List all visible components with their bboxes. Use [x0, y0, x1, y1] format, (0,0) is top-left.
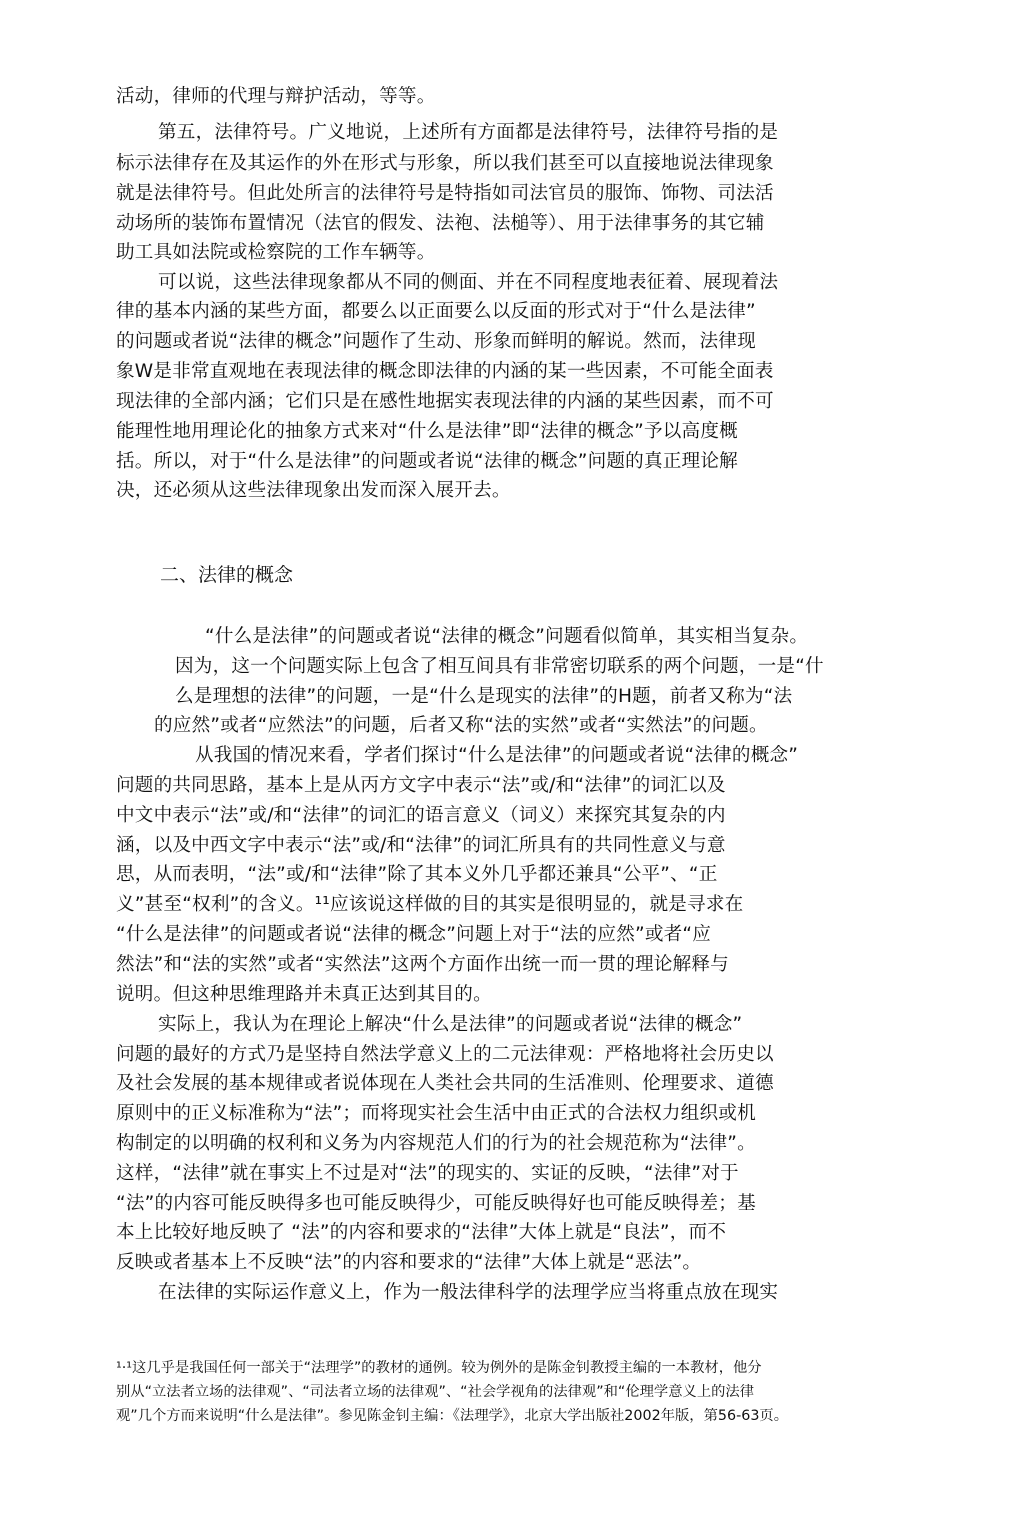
body-line: 活动，律师的代理与辩护活动，等等。 [116, 86, 436, 107]
body-line: 反映或者基本上不反映“法”的内容和要求的“法律”大体上就是“恶法”。 [116, 1252, 702, 1273]
body-line: 律的基本内涵的某些方面，都要么以正面要么以反面的形式对于“什么是法律” [116, 301, 756, 322]
body-line: 问题的最好的方式乃是坚持自然法学意义上的二元法律观：严格地将社会历史以 [116, 1044, 774, 1065]
body-line: “法”的内容可能反映得多也可能反映得少，可能反映得好也可能反映得差；基 [116, 1193, 756, 1214]
body-line: 本上比较好地反映了 “法”的内容和要求的“法律”大体上就是“良法”，而不 [116, 1222, 727, 1243]
body-line: 象W是非常直观地在表现法律的概念即法律的内涵的某一些因素，不可能全面表 [116, 361, 774, 382]
body-line: 说明。但这种思维理路并未真正达到其目的。 [116, 984, 492, 1005]
body-line: 就是法律符号。但此处所言的法律符号是特指如司法官员的服饰、饰物、司法活 [116, 183, 774, 204]
body-line: 思，从而表明，“法”或/和“法律”除了其本义外几乎都还兼具“公平”、“正 [116, 864, 718, 885]
body-line: 第五，法律符号。广义地说，上述所有方面都是法律符号，法律符号指的是 [158, 122, 779, 143]
body-line: 决，还必须从这些法律现象出发而深入展开去。 [116, 480, 511, 501]
footnote-line: ¹·¹这几乎是我国任何一部关于“法理学”的教材的通例。较为例外的是陈金钊教授主编的一本教材，他分 [116, 1360, 762, 1376]
body-line: 中文中表示“法”或/和“法律”的词汇的语言意义（词义）来探究其复杂的内 [116, 805, 726, 826]
body-line: 动场所的装饰布置情况（法官的假发、法袍、法槌等）、用于法律事务的其它辅 [116, 213, 765, 234]
footnote-line: 观”几个方而来说明“什么是法律”。参见陈金钊主编：《法理学》，北京大学出版社2002年版，第56-63页。 [116, 1408, 789, 1424]
body-line: 从我国的情况来看，学者们探讨“什么是法律”的问题或者说“法律的概念” [195, 745, 799, 766]
body-line: “什么是法律”的问题或者说“法律的概念”问题上对于“法的应然”或者“应 [116, 924, 712, 945]
body-line: 构制定的以明确的权利和义务为内容规范人们的行为的社会规范称为“法律”。 [116, 1133, 756, 1154]
body-line: 的应然”或者“应然法”的问题，后者又称“法的实然”或者“实然法”的问题。 [154, 715, 768, 736]
body-line: 然法”和“法的实然”或者“实然法”这两个方面作出统一而一贯的理论解释与 [116, 954, 729, 975]
body-line: 标示法律存在及其运作的外在形式与形象，所以我们甚至可以直接地说法律现象 [116, 153, 774, 174]
body-line: 问题的共同思路，基本上是从丙方文字中表示“法”或/和“法律”的词汇以及 [116, 775, 726, 796]
section-heading: 二、法律的概念 [160, 564, 294, 586]
body-line: 的问题或者说“法律的概念”问题作了生动、形象而鲜明的解说。然而，法律现 [116, 331, 756, 352]
body-line: 涵，以及中西文字中表示“法”或/和“法律”的词汇所具有的共同性意义与意 [116, 835, 726, 856]
body-line: 原则中的正义标准称为“法”；而将现实社会生活中由正式的合法权力组织或机 [116, 1103, 756, 1124]
body-line: 义”甚至“权利”的含义。¹¹应该说这样做的目的其实是很明显的，就是寻求在 [116, 894, 744, 915]
body-line: 能理性地用理论化的抽象方式来对“什么是法律”即“法律的概念”予以高度概 [116, 421, 738, 442]
body-line: 现法律的全部内涵；它们只是在感性地据实表现法律的内涵的某些因素，而不可 [116, 391, 774, 412]
body-line: 可以说，这些法律现象都从不同的侧面、并在不同程度地表征着、展现着法 [158, 272, 779, 293]
body-line: 及社会发展的基本规律或者说体现在人类社会共同的生活准则、伦理要求、道德 [116, 1073, 774, 1094]
body-line: 这样，“法律”就在事实上不过是对“法”的现实的、实证的反映，“法律”对于 [116, 1163, 739, 1184]
body-line: “什么是法律”的问题或者说“法律的概念”问题看似简单，其实相当复杂。 [205, 626, 809, 647]
body-line: 助工具如法院或检察院的工作车辆等。 [116, 242, 436, 263]
body-line: 因为，这一个问题实际上包含了相互间具有非常密切联系的两个问题，一是“什 [175, 656, 824, 677]
footnote-line: 别从“立法者立场的法律观”、“司法者立场的法律观”、“社会学视角的法律观”和“伦理学意义上的法律 [116, 1384, 755, 1400]
body-line: 实际上，我认为在理论上解决“什么是法律”的问题或者说“法律的概念” [158, 1014, 743, 1035]
body-line: 么是理想的法律”的问题，一是“什么是现实的法律”的H题，前者又称为“法 [175, 686, 793, 707]
body-line: 括。所以，对于“什么是法律”的问题或者说“法律的概念”问题的真正理论解 [116, 451, 738, 472]
body-line: 在法律的实际运作意义上，作为一般法律科学的法理学应当将重点放在现实 [158, 1282, 779, 1303]
